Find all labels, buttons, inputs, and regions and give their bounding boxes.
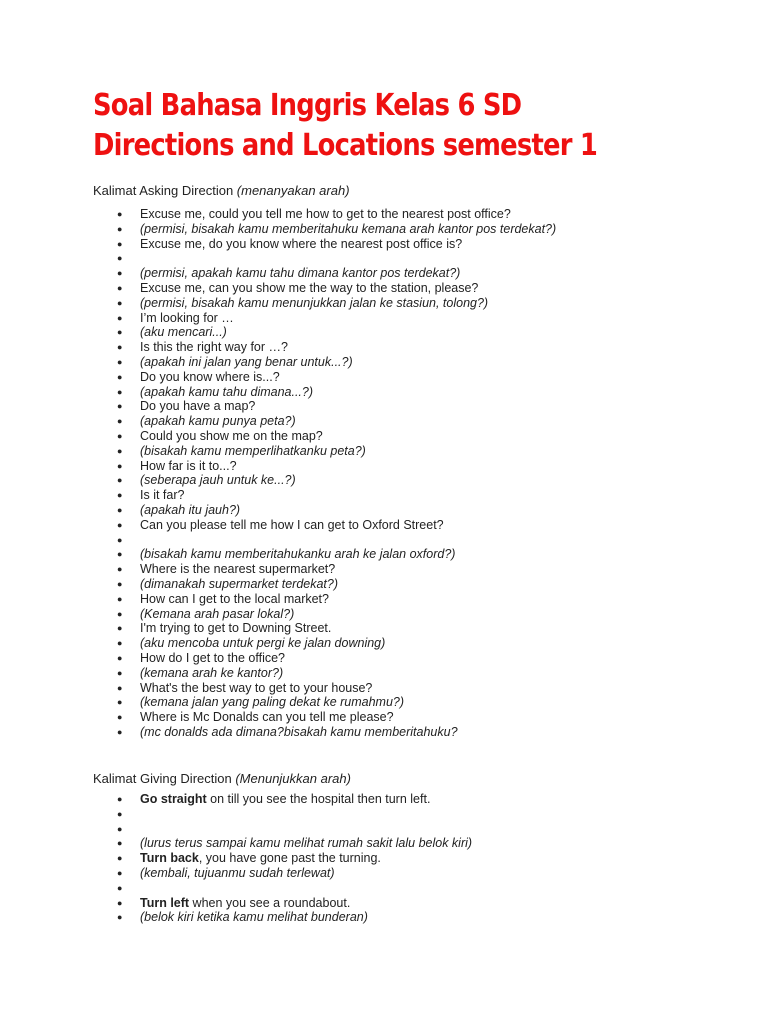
bullet-icon: ● — [117, 386, 123, 397]
bullet-icon: ● — [117, 312, 123, 323]
list-item-text: I'm trying to get to Downing Street. — [140, 621, 332, 636]
list-item — [93, 636, 556, 651]
list-item — [93, 237, 556, 252]
bullet-icon: ● — [117, 838, 123, 849]
list-item-text: Excuse me, could you tell me how to get to the nearest post office? — [140, 207, 511, 221]
bullet-icon: ● — [117, 808, 123, 819]
list-item-text: Where is Mc Donalds can you tell me please? — [140, 710, 394, 725]
list-item-text: (seberapa jauh untuk ke...?) — [140, 473, 296, 488]
bullet-icon: ● — [117, 282, 123, 293]
list-item-text: (apakah kamu tahu dimana...?) — [140, 384, 314, 399]
list-item-text: (bisakah kamu memperlihatkanku peta?) — [140, 443, 366, 458]
list-item — [93, 621, 556, 636]
list-item-text: How do I get to the office? — [140, 650, 286, 665]
bullet-icon: ● — [117, 445, 123, 456]
bullet-icon: ● — [117, 430, 123, 441]
list-item-text: (permisi, apakah kamu tahu dimana kantor pos terdekat?) — [140, 266, 461, 281]
giving-heading-label: Kalimat Giving Direction — [93, 771, 232, 786]
giving-direction-heading — [93, 771, 351, 787]
asking-heading-note: (menanyakan arah) — [236, 183, 350, 198]
list-item — [93, 518, 556, 533]
list-item — [93, 207, 556, 222]
list-item-text: (bisakah kamu memberitahukanku arah ke jalan oxford?) — [140, 547, 456, 562]
list-item-text: Excuse me, do you know where the nearest post office is? — [140, 236, 463, 251]
list-item — [93, 503, 556, 518]
list-item — [93, 266, 556, 281]
list-item — [93, 281, 556, 296]
list-item-text: (aku mencari...) — [140, 325, 227, 340]
bullet-icon: ● — [117, 519, 123, 530]
bullet-icon: ● — [117, 327, 123, 338]
list-item — [93, 370, 556, 385]
list-item-text: (lurus terus sampai kamu melihat rumah sakit lalu belok kiri) — [140, 836, 473, 851]
list-item-text: Can you please tell me how I can get to Oxford Street? — [140, 517, 444, 532]
list-item-text: when you see a roundabout. — [189, 895, 351, 910]
list-item-text: (kemana arah ke kantor?) — [140, 665, 284, 680]
bullet-icon: ● — [117, 623, 123, 634]
list-item-text: (mc donalds ada dimana?bisakah kamu memberitahuku? — [140, 724, 458, 739]
bullet-icon: ● — [117, 268, 123, 279]
bullet-icon: ● — [117, 490, 123, 501]
bullet-icon: ● — [117, 667, 123, 678]
bullet-icon: ● — [117, 534, 123, 545]
list-item — [93, 488, 556, 503]
list-item-text: (permisi, bisakah kamu memberitahuku kemana arah kantor pos terdekat?) — [140, 221, 557, 236]
list-item — [93, 822, 472, 837]
list-item — [93, 666, 556, 681]
list-item — [93, 695, 556, 710]
giving-direction-list — [93, 792, 472, 925]
list-item-text: Excuse me, can you show me the way to the station, please? — [140, 280, 479, 295]
list-item — [93, 836, 472, 851]
bullet-icon: ● — [117, 342, 123, 353]
list-item-text: Do you have a map? — [140, 399, 256, 414]
asking-direction-heading — [93, 183, 350, 199]
list-item-keyword: Go straight — [140, 792, 207, 806]
bullet-icon: ● — [117, 794, 123, 804]
list-item — [93, 385, 556, 400]
list-item — [93, 807, 472, 822]
list-item — [93, 222, 556, 237]
list-item-text: (kembali, tujuanmu sudah terlewat) — [140, 865, 335, 880]
bullet-icon: ● — [117, 682, 123, 693]
list-item — [93, 651, 556, 666]
bullet-icon: ● — [117, 882, 123, 893]
list-item — [93, 296, 556, 311]
bullet-icon: ● — [117, 401, 123, 412]
list-item-text: (apakah itu jauh?) — [140, 502, 241, 517]
list-item — [93, 399, 556, 414]
list-item — [93, 577, 556, 592]
bullet-icon: ● — [117, 297, 123, 308]
list-item — [93, 340, 556, 355]
bullet-icon: ● — [117, 652, 123, 663]
bullet-icon: ● — [117, 356, 123, 367]
list-item-text: Is this the right way for …? — [140, 340, 288, 355]
bullet-icon: ● — [117, 475, 123, 486]
list-item — [93, 325, 556, 340]
list-item-text: (belok kiri ketika kamu melihat bunderan) — [140, 910, 368, 925]
list-item-text: , you have gone past the turning. — [198, 851, 381, 866]
list-item-text: on till you see the hospital then turn left. — [206, 792, 431, 806]
bullet-icon: ● — [117, 593, 123, 604]
list-item-text: Where is the nearest supermarket? — [140, 562, 336, 577]
bullet-icon: ● — [117, 867, 123, 878]
bullet-icon: ● — [117, 253, 123, 264]
asking-direction-list — [93, 207, 556, 740]
list-item — [93, 896, 472, 911]
bullet-icon: ● — [117, 912, 123, 923]
list-item-text: (apakah ini jalan yang benar untuk...?) — [140, 354, 353, 369]
list-item-text: I’m looking for … — [140, 310, 234, 325]
bullet-icon: ● — [117, 638, 123, 649]
list-item-text: Could you show me on the map? — [140, 428, 323, 443]
list-item — [93, 910, 472, 925]
list-item-text: How can I get to the local market? — [140, 591, 329, 606]
bullet-icon: ● — [117, 726, 123, 737]
list-item-text: What's the best way to get to your house? — [140, 680, 373, 695]
bullet-icon: ● — [117, 416, 123, 427]
list-item-text: (aku mencoba untuk pergi ke jalan downing) — [140, 636, 386, 651]
list-item — [93, 533, 556, 548]
bullet-icon: ● — [117, 504, 123, 515]
list-item-keyword: Turn back — [140, 851, 199, 866]
list-item — [93, 459, 556, 474]
bullet-icon: ● — [117, 209, 123, 219]
list-item — [93, 444, 556, 459]
list-item-text: (dimanakah supermarket terdekat?) — [140, 576, 339, 591]
list-item-text: (permisi, bisakah kamu menunjukkan jalan ke stasiun, tolong?) — [140, 295, 489, 310]
list-item — [93, 710, 556, 725]
bullet-icon: ● — [117, 608, 123, 619]
bullet-icon: ● — [117, 460, 123, 471]
asking-heading-label: Kalimat Asking Direction — [93, 183, 234, 198]
list-item — [93, 311, 556, 326]
list-item-keyword: Turn left — [140, 895, 190, 910]
list-item — [93, 473, 556, 488]
list-item — [93, 547, 556, 562]
list-item — [93, 355, 556, 370]
bullet-icon: ● — [117, 371, 123, 382]
bullet-icon: ● — [117, 712, 123, 723]
list-item — [93, 429, 556, 444]
list-item-text: How far is it to...? — [140, 458, 237, 473]
page-title: Soal Bahasa Inggris Kelas 6 SD Directions and Locations semester 1 — [93, 88, 598, 163]
list-item — [93, 592, 556, 607]
list-item-text: (apakah kamu punya peta?) — [140, 414, 296, 429]
bullet-icon: ● — [117, 238, 123, 249]
list-item — [93, 881, 472, 896]
list-item — [93, 251, 556, 266]
giving-heading-note: (Menunjukkan arah) — [235, 771, 351, 786]
list-item — [93, 414, 556, 429]
list-item — [93, 792, 472, 807]
list-item — [93, 607, 556, 622]
list-item-text: Do you know where is...? — [140, 369, 280, 384]
bullet-icon: ● — [117, 564, 123, 575]
list-item — [93, 725, 556, 740]
bullet-icon: ● — [117, 578, 123, 589]
list-item — [93, 866, 472, 881]
bullet-icon: ● — [117, 897, 123, 908]
bullet-icon: ● — [117, 823, 123, 834]
bullet-icon: ● — [117, 853, 123, 864]
bullet-icon: ● — [117, 223, 123, 234]
list-item-text: (Kemana arah pasar lokal?) — [140, 606, 295, 621]
list-item — [93, 851, 472, 866]
bullet-icon: ● — [117, 697, 123, 708]
list-item — [93, 562, 556, 577]
list-item — [93, 681, 556, 696]
bullet-icon: ● — [117, 549, 123, 560]
list-item-text: Is it far? — [140, 488, 185, 503]
list-item-text: (kemana jalan yang paling dekat ke rumahmu?) — [140, 695, 405, 710]
